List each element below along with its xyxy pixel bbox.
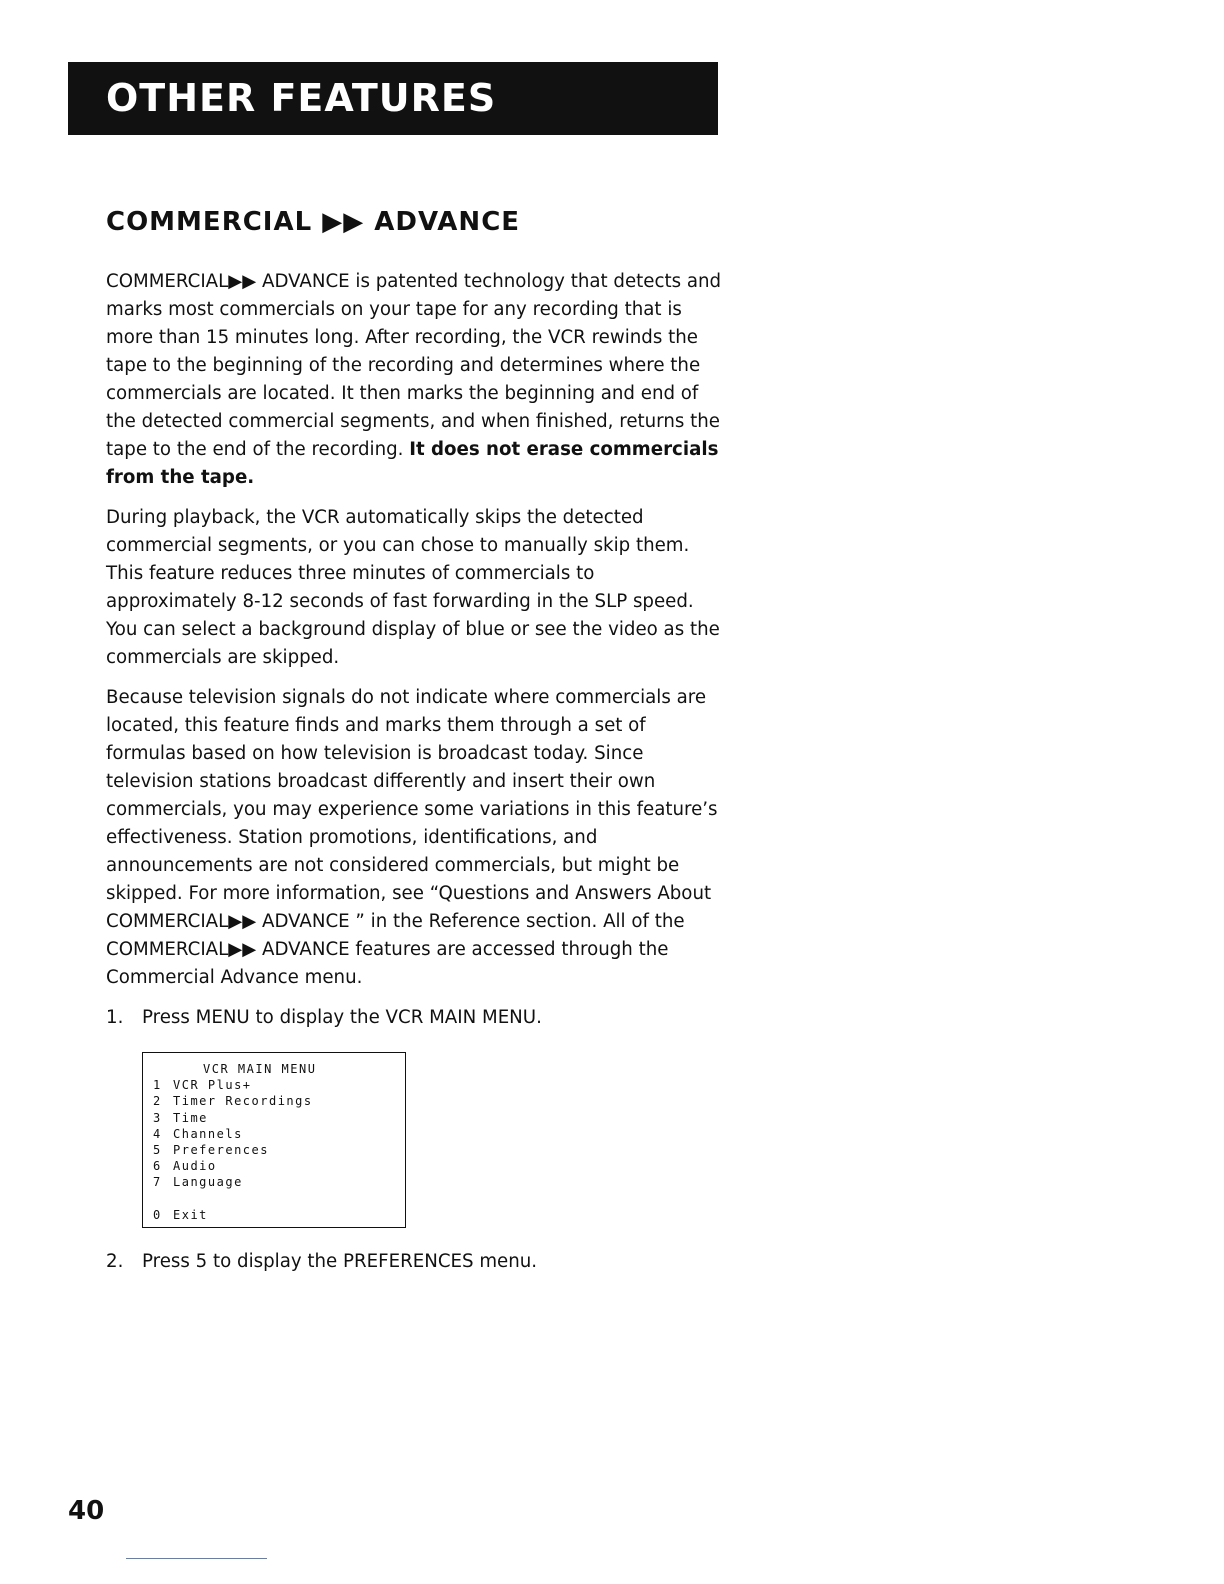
- menu-item-label: Exit: [173, 1207, 208, 1222]
- paragraph-intro: [106, 268, 726, 492]
- menu-item-number: 7: [153, 1175, 162, 1190]
- menu-item-channels: [153, 1126, 405, 1142]
- menu-item-label: VCR Plus+: [173, 1078, 252, 1093]
- header-banner: [68, 62, 718, 135]
- menu-spacer: [153, 1191, 405, 1207]
- step-text: Press 5 to display the PREFERENCES menu.: [142, 1250, 538, 1272]
- menu-item-number: 4: [153, 1126, 162, 1141]
- paragraph-playback: During playback, the VCR automatically skips the detected commercial segments, or you can chose to manually skip them. This feature reduces three minutes of commercials to approximately 8-12 seconds of fast forwarding in the SLP speed. You can select a background display of blue or see the video as the commercials are skipped.: [106, 507, 720, 668]
- menu-item-number: 6: [153, 1159, 162, 1174]
- menu-item-number: 1: [153, 1078, 162, 1093]
- step-1: [106, 1004, 726, 1032]
- section-title: COMMERCIAL ▶▶ ADVANCE: [106, 207, 521, 237]
- menu-item-label: Channels: [173, 1126, 243, 1141]
- step-text: Press MENU to display the VCR MAIN MENU.: [142, 1007, 542, 1028]
- footer-rule: [126, 1558, 267, 1559]
- menu-item-preferences: [153, 1142, 405, 1158]
- menu-item-language: [153, 1174, 405, 1190]
- menu-item-exit: [153, 1207, 405, 1223]
- menu-item-label: Time: [173, 1110, 208, 1125]
- menu-item-label: Audio: [173, 1159, 217, 1174]
- menu-item-number: 5: [153, 1143, 162, 1158]
- menu-item-vcr-plus: [153, 1077, 405, 1093]
- paragraph-intro-text: COMMERCIAL▶▶ ADVANCE is patented technology that detects and marks most commercials on your tape for any recording that is more than 15 minutes long. After recording, the VCR rewinds the tape to the beginning of the recording and determines where the commercials are located. It then marks the beginning and end of the detected commercial segments, and when finished, returns the tape to the end of the recording.: [106, 271, 722, 460]
- menu-item-label: Timer Recordings: [173, 1094, 313, 1109]
- page-number: 40: [68, 1496, 105, 1526]
- step-number: 2.: [106, 1250, 124, 1272]
- menu-item-audio: [153, 1158, 405, 1174]
- menu-item-time: [153, 1110, 405, 1126]
- page-title: OTHER FEATURES: [106, 76, 497, 120]
- menu-title: VCR MAIN MENU: [203, 1062, 317, 1076]
- menu-item-timer-recordings: [153, 1093, 405, 1109]
- menu-item-number: 2: [153, 1094, 162, 1109]
- paragraph-signals: Because television signals do not indicate where commercials are located, this feature finds and marks them through a set of formulas based on how television is broadcast today. Since television stations broadcast differently and insert their own commercials, you may experience some variations in this feature’s effectiveness. Station promotions, identifications, and announcements are not considered commercials, but might be skipped. For more information, see “Questions and Answers About COMMERCIAL▶▶ ADVANCE ” in the Reference section. All of the COMMERCIAL▶▶ ADVANCE features are accessed through the Commercial Advance menu.: [106, 687, 718, 988]
- menu-item-label: Language: [173, 1175, 243, 1190]
- step-number: 1.: [106, 1007, 124, 1028]
- menu-item-number: 3: [153, 1110, 162, 1125]
- body-content: [106, 268, 726, 1276]
- paragraph-intro-emphasis: It does not erase commercials from the tape.: [106, 439, 719, 488]
- step-2: [106, 1248, 726, 1276]
- menu-item-label: Preferences: [173, 1143, 269, 1158]
- menu-item-number: 0: [153, 1207, 162, 1222]
- vcr-main-menu-screen: [142, 1052, 406, 1228]
